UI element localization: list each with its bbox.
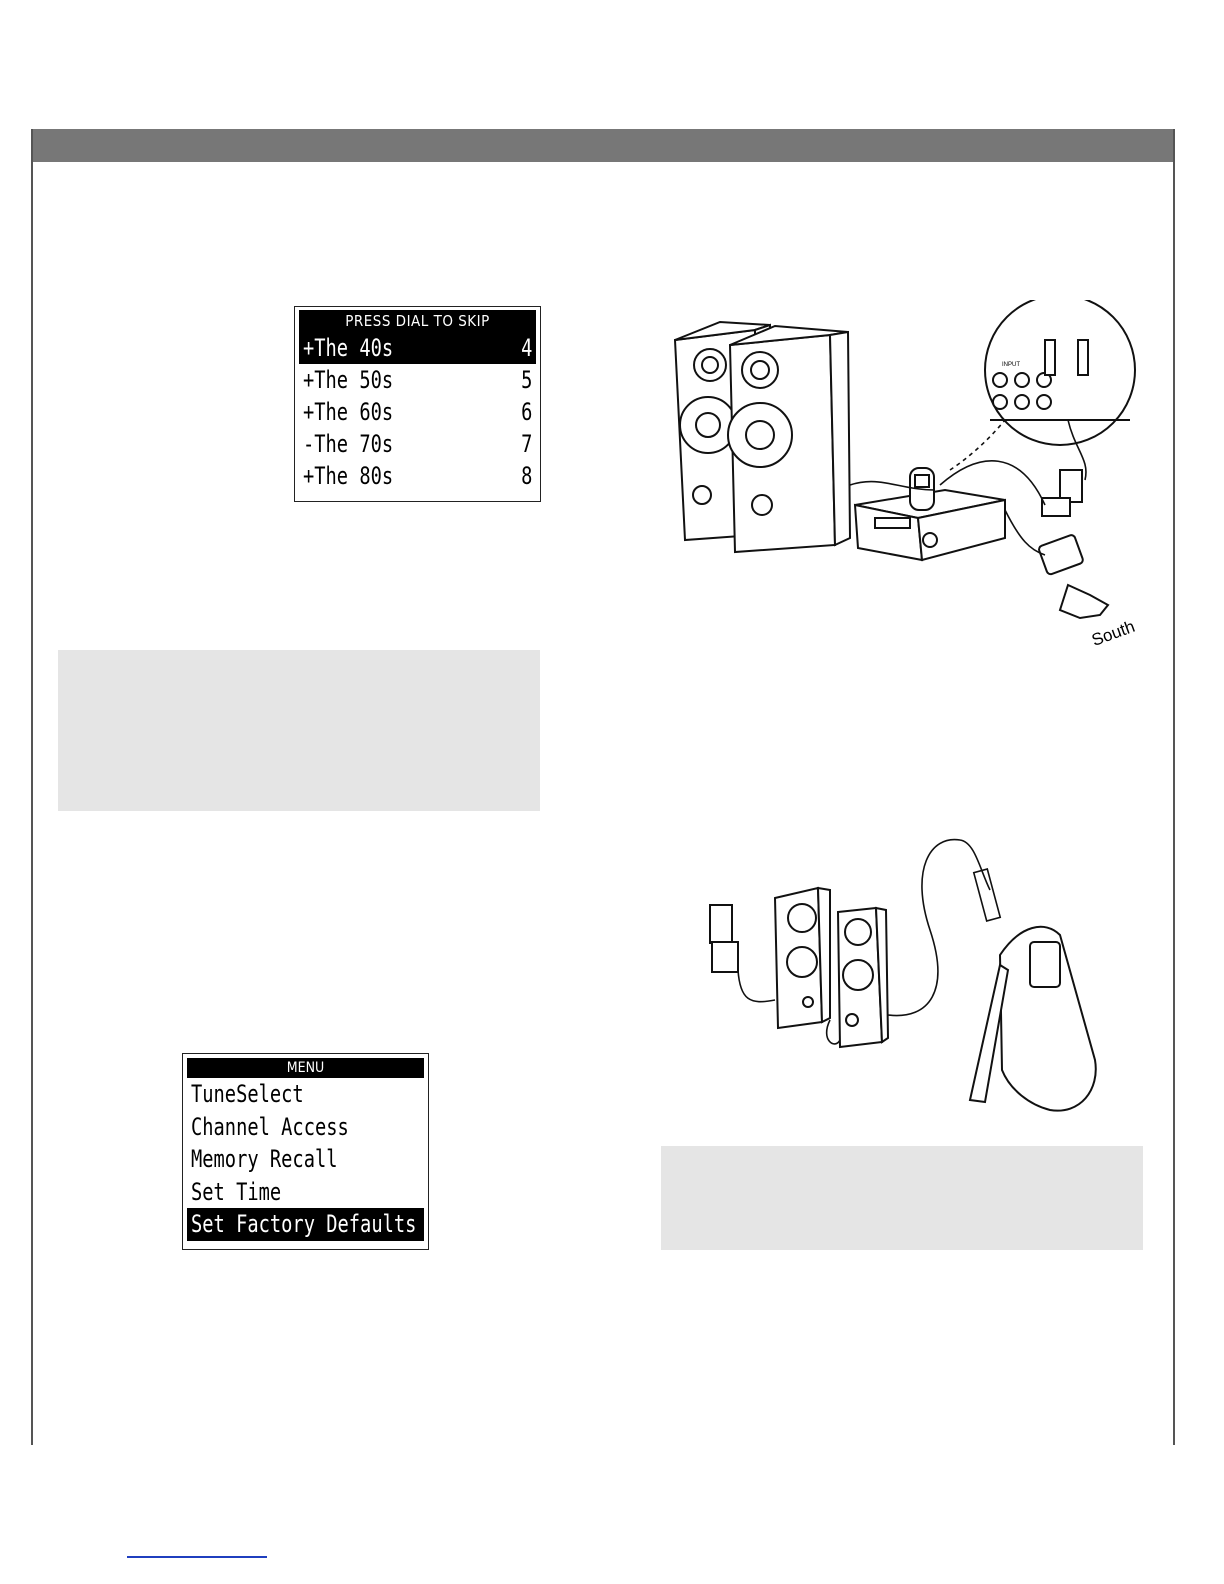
- skip-screen-title: PRESS DIAL TO SKIP: [299, 310, 536, 332]
- skip-row: [299, 428, 536, 460]
- menu-screen-lcd: [182, 1053, 429, 1250]
- audio-cable-plug-icon: [974, 869, 1000, 921]
- menu-item-label: Channel Access: [191, 1112, 349, 1141]
- menu-item: [187, 1111, 424, 1144]
- skip-row-label: +The 40s: [303, 334, 394, 362]
- skip-row: [299, 396, 536, 428]
- menu-screen-title: MENU: [187, 1058, 424, 1078]
- skip-row-number: 7: [520, 430, 532, 458]
- menu-item-label: TuneSelect: [191, 1080, 304, 1109]
- power-adapter-icon: [712, 942, 738, 972]
- menu-item-label: Memory Recall: [191, 1145, 338, 1174]
- skip-row-number: 5: [520, 366, 532, 394]
- skip-row: [299, 332, 536, 364]
- skip-row-number: 8: [520, 462, 532, 490]
- page-frame-right: [1173, 129, 1175, 1445]
- menu-item-label: Set Time: [191, 1177, 282, 1206]
- skip-row: [299, 364, 536, 396]
- skip-row-number: 4: [520, 334, 532, 362]
- skip-row-label: -The 70s: [303, 430, 394, 458]
- power-adapter-icon: [1042, 498, 1070, 516]
- home-stereo-illustration: [660, 300, 1150, 650]
- skip-row-label: +The 60s: [303, 398, 394, 426]
- note-box-right: [661, 1146, 1143, 1250]
- skip-screen-lcd: [294, 306, 541, 502]
- page-frame-left: [31, 129, 33, 1445]
- footer-link-underline[interactable]: [127, 1556, 267, 1558]
- skip-row-number: 6: [520, 398, 532, 426]
- menu-item-label: Set Factory Defaults: [191, 1210, 417, 1239]
- skip-row: [299, 460, 536, 492]
- menu-item: [187, 1143, 424, 1176]
- skip-row-label: +The 50s: [303, 366, 394, 394]
- menu-item: [187, 1208, 424, 1241]
- input-jacks-inset: [985, 300, 1135, 445]
- menu-item: [187, 1078, 424, 1111]
- header-bar: [31, 129, 1175, 162]
- skip-row-label: +The 80s: [303, 462, 394, 490]
- direction-label: South: [1089, 616, 1138, 650]
- wall-outlet-icon: [710, 905, 732, 943]
- input-label: INPUT: [1002, 362, 1020, 368]
- pc-speakers-illustration: [690, 830, 1130, 1125]
- note-box-left: [58, 650, 540, 811]
- menu-item: [187, 1176, 424, 1209]
